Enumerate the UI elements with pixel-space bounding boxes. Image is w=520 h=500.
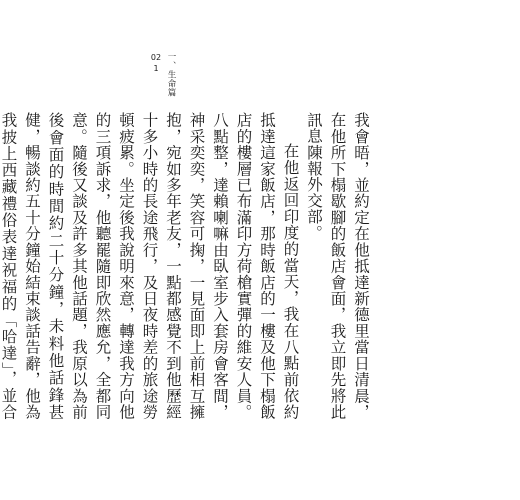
chapter-title: 一、生命篇 — [166, 52, 176, 97]
paragraph-1: 我會晤，並約定在他抵達新德里當日清晨，在他所下榻歇腳的飯店會面，我立即先將此訊息陳報外交部。 — [305, 112, 370, 420]
paragraph-2: 在他返回印度的當天，我在八點前依約抵達這家飯店，那時飯店的一樓及他下榻飯店的樓層已布滿印方荷槍實彈的維安人員。八點整，達賴喇嘛由臥室步入套房會客間，神采奕奕，笑容可掬，一見面即上前相互擁抱，宛如多年老友，一點都感覺不到他歷經十多小時的長途飛行，及日夜時差的旅途勞頓疲累。坐定後我說明來意，轉達我方向他的三項訴求，他聽罷隨即欣然應允，全都同意。隨後又談及許多其他話題，我原以為前後會面的時間約二十分鐘，未料他話鋒甚健，暢談約五十分鐘始結束談話告辭，他為我披上西藏禮俗表達祝福的「哈達」，並合 — [0, 112, 300, 420]
body-text — [0, 112, 372, 420]
page-number: 021 — [150, 53, 162, 73]
